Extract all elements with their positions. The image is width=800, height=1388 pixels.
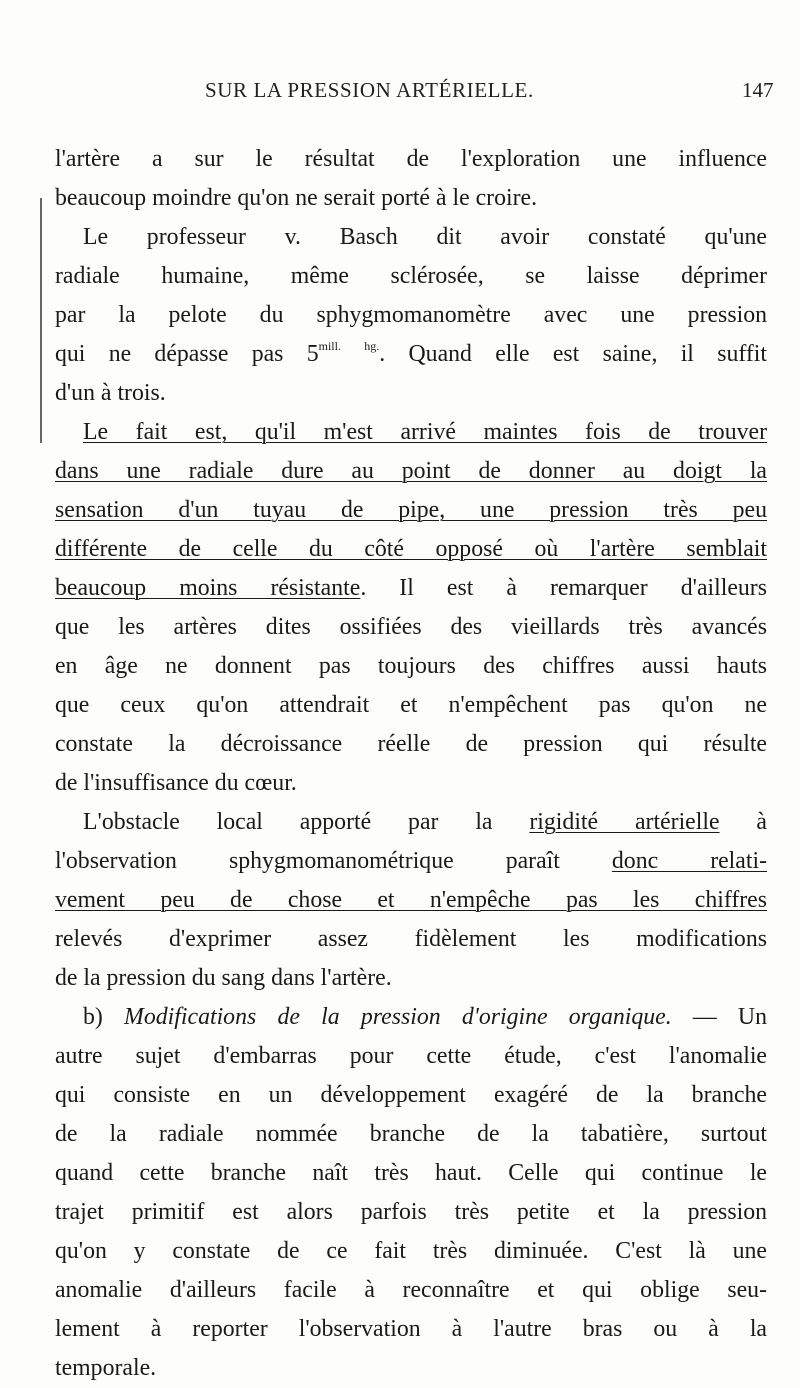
underlined-text: beaucoup moins résistante xyxy=(55,575,361,601)
text-line xyxy=(55,881,767,920)
text-line: par la pelote du sphygmomanomètre avec une pression xyxy=(55,302,767,328)
text-span: . Quand elle est saine, il suffit xyxy=(379,341,767,367)
text-line xyxy=(55,998,767,1037)
text-line: de la radiale nommée branche de la tabatière, surtout xyxy=(55,1121,767,1147)
text-line: de l'insuffisance du cœur. xyxy=(55,770,297,796)
text-span: qui ne dépasse pas 5 xyxy=(55,341,319,367)
text-line xyxy=(55,842,767,881)
underlined-text: différente de celle du côté opposé où l'artère semblait xyxy=(55,536,767,562)
running-title: SUR LA PRESSION ARTÉRIELLE. xyxy=(205,78,534,102)
superscript: mill. xyxy=(318,339,341,353)
text-line: qui consiste en un développement exagéré de la branche xyxy=(55,1082,767,1108)
text-line: que ceux qu'on attendrait et n'empêchent pas qu'on ne xyxy=(55,692,767,718)
text-span: L'obstacle local apporté par la xyxy=(83,809,530,835)
text-span: . Il est à remarquer d'ailleurs xyxy=(360,575,767,601)
body-text xyxy=(55,140,767,1388)
text-span: b) xyxy=(83,1004,125,1030)
superscript: hg. xyxy=(364,339,380,353)
underlined-text: donc relati- xyxy=(611,848,767,874)
underlined-text: dans une radiale dure au point de donner au doigt la xyxy=(55,458,767,484)
text-line: en âge ne donnent pas toujours des chiffres aussi hauts xyxy=(55,653,767,679)
text-line xyxy=(55,413,767,452)
margin-bar xyxy=(40,198,42,443)
text-line xyxy=(55,569,767,608)
text-line: qu'on y constate de ce fait très diminuée. C'est là une xyxy=(55,1238,767,1264)
text-line: Le professeur v. Basch dit avoir constaté qu'une xyxy=(83,224,767,250)
page-header xyxy=(0,78,800,114)
text-line: que les artères dites ossifiées des vieillards très avancés xyxy=(55,614,767,640)
text-span: à xyxy=(719,809,767,835)
text-line xyxy=(55,491,767,530)
text-line: lement à reporter l'observation à l'autre bras ou à la xyxy=(55,1316,767,1342)
text-line xyxy=(55,803,767,842)
text-line: l'artère a sur le résultat de l'exploration une influence xyxy=(55,146,767,172)
text-line: temporale. xyxy=(55,1355,157,1381)
underlined-text: Le fait est, qu'il m'est arrivé maintes fois de trouver xyxy=(83,419,767,445)
page-number: 147 xyxy=(742,78,774,102)
text-line: anomalie d'ailleurs facile à reconnaître et qui oblige seu- xyxy=(55,1277,767,1303)
text-line: d'un à trois. xyxy=(55,380,166,406)
text-line xyxy=(55,335,767,374)
underlined-text: vement peu de chose et n'empêche pas les chiffres xyxy=(55,887,767,913)
text-line: de la pression du sang dans l'artère. xyxy=(55,965,392,991)
text-line xyxy=(55,530,767,569)
text-line xyxy=(55,452,767,491)
text-line: beaucoup moindre qu'on ne serait porté à le croire. xyxy=(55,185,538,211)
underlined-text: rigidité artérielle xyxy=(529,809,720,835)
text-line: constate la décroissance réelle de pression qui résulte xyxy=(55,731,767,757)
section-heading: Modifications de la pression d'origine organique. xyxy=(124,1004,672,1030)
text-line: trajet primitif est alors parfois très petite et la pression xyxy=(55,1199,767,1225)
text-line: radiale humaine, même sclérosée, se laisse déprimer xyxy=(55,263,767,289)
text-span: — Un xyxy=(671,1004,767,1030)
text-line: relevés d'exprimer assez fidèlement les modifications xyxy=(55,926,767,952)
text-line: autre sujet d'embarras pour cette étude, c'est l'anomalie xyxy=(55,1043,767,1069)
text-line: quand cette branche naît très haut. Celle qui continue le xyxy=(55,1160,767,1186)
text-span: l'observation sphygmomanométrique paraît xyxy=(55,848,612,874)
underlined-text: sensation d'un tuyau de pipe, une pression très peu xyxy=(55,497,767,523)
